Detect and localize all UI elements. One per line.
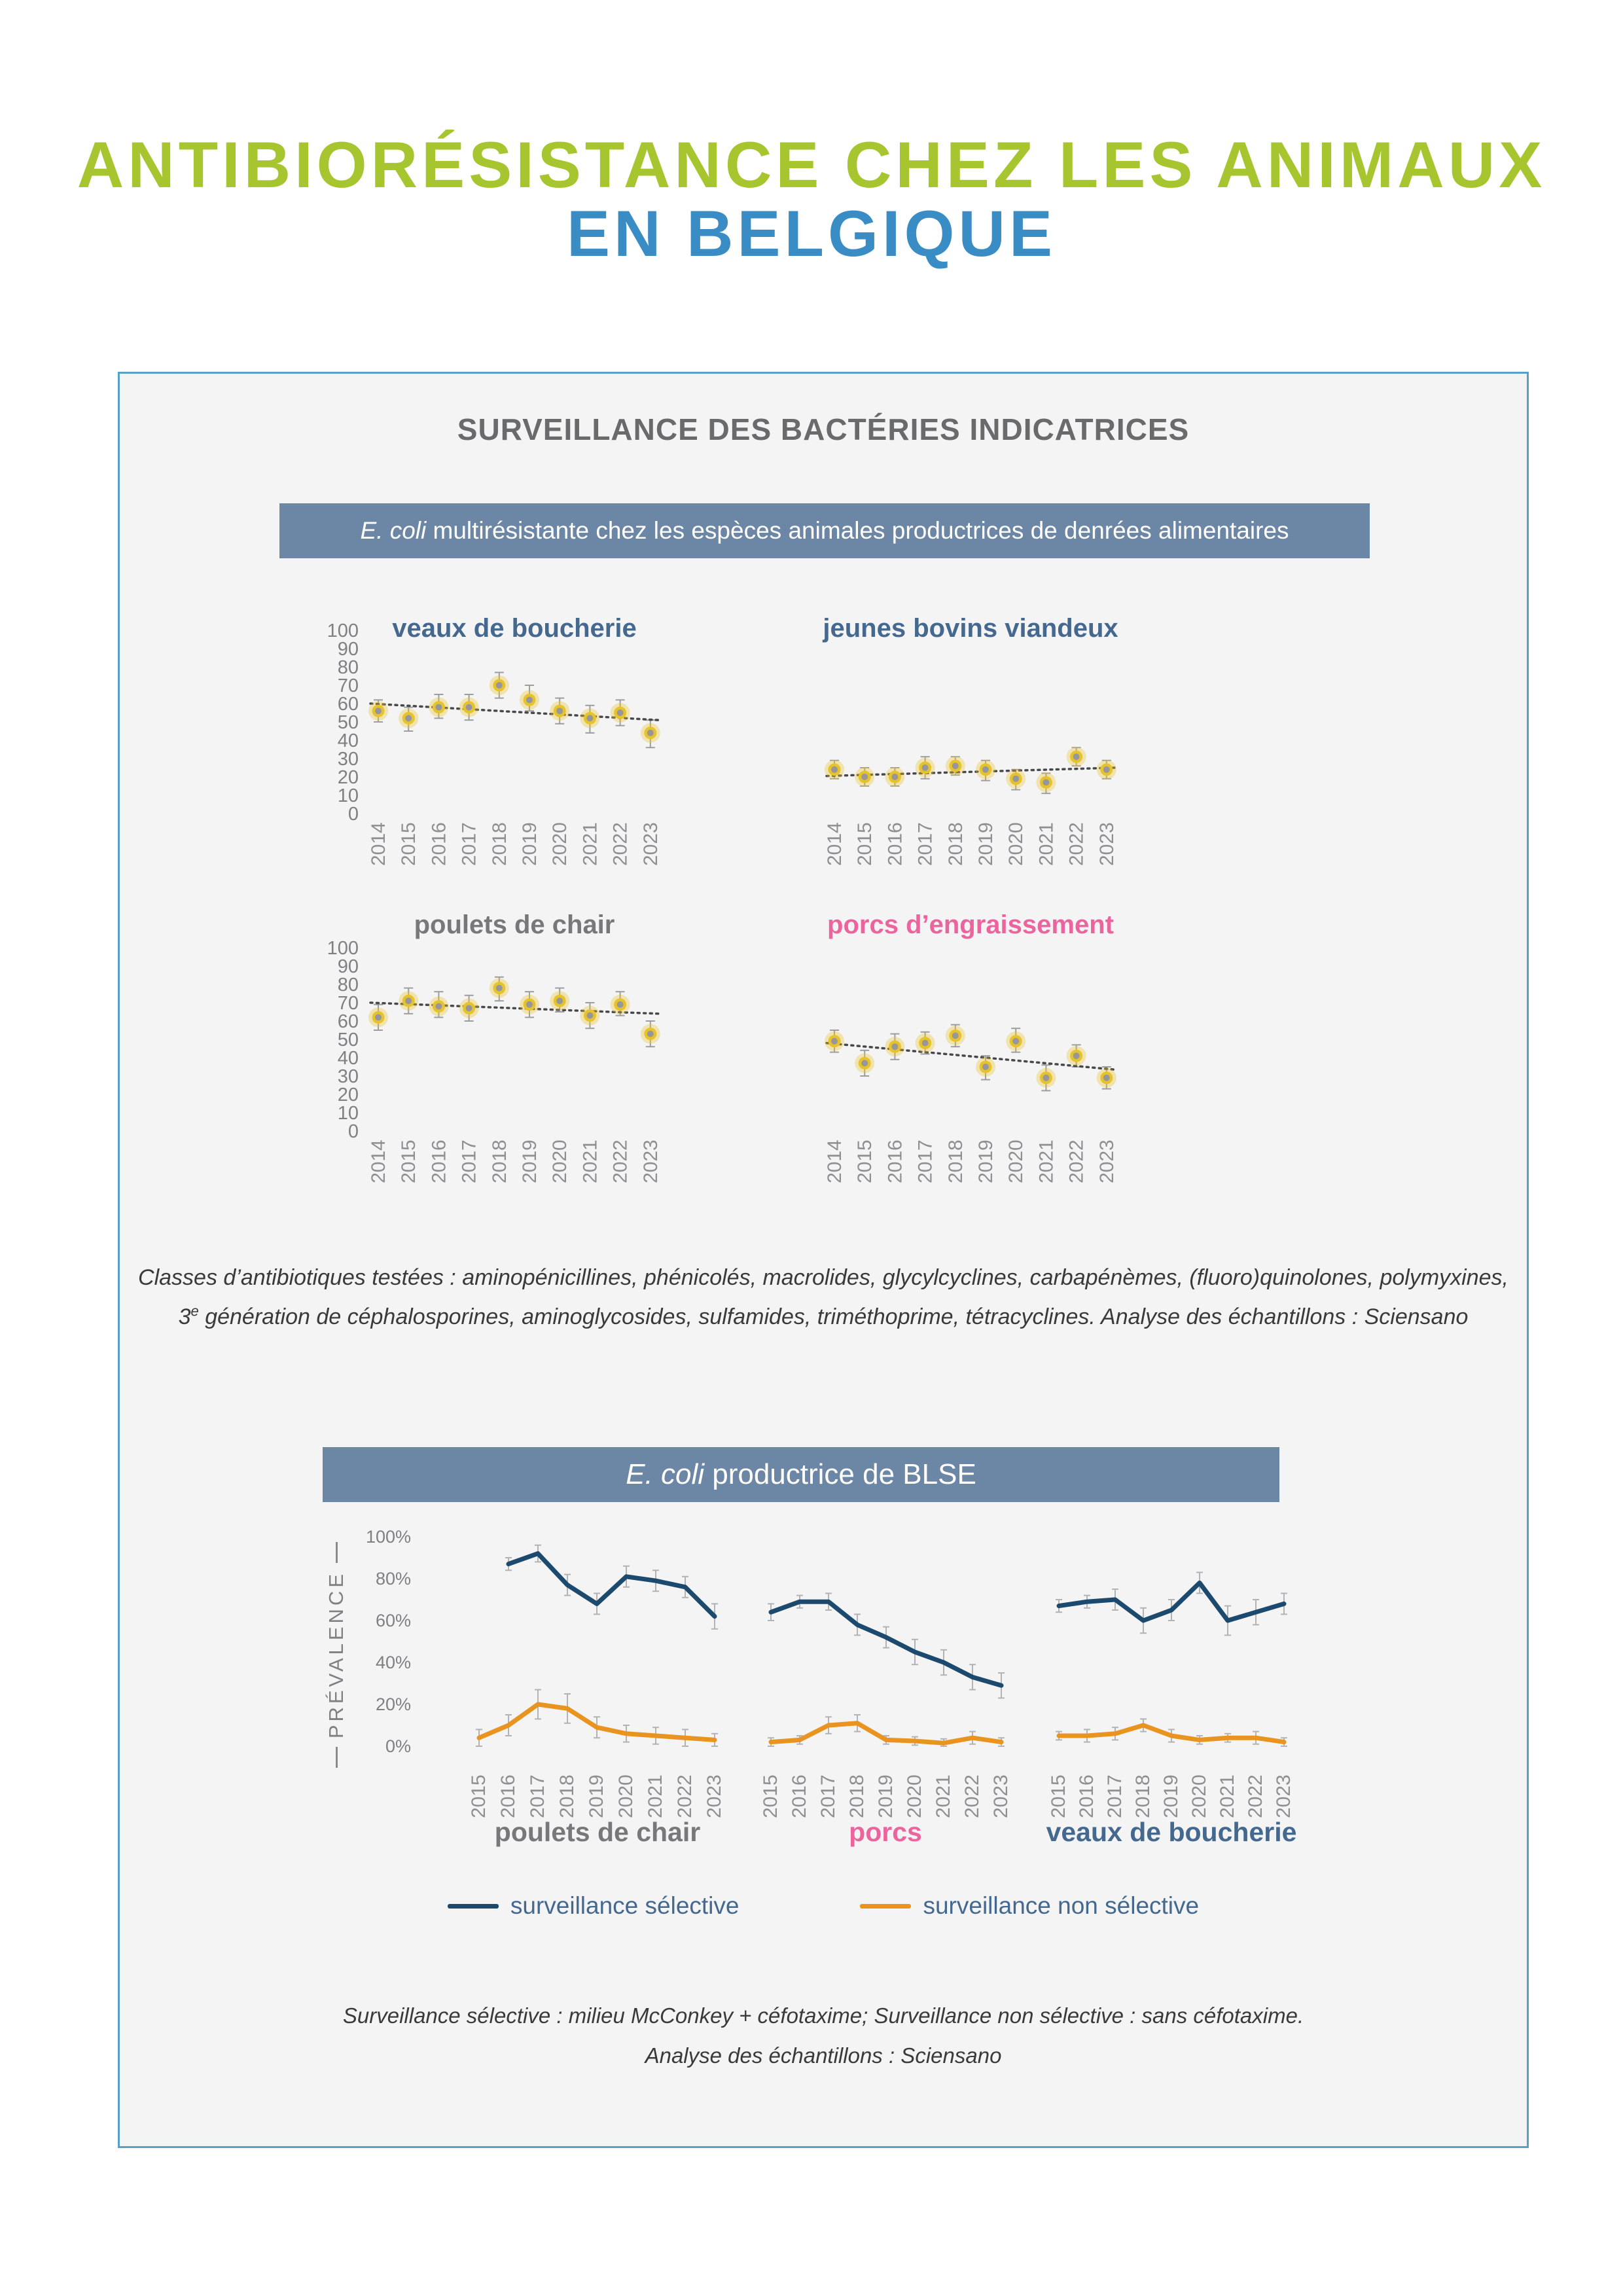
svg-text:2019: 2019 xyxy=(975,1139,997,1183)
antibiotic-classes-note xyxy=(120,1259,1527,1336)
svg-text:2017: 2017 xyxy=(527,1774,548,1818)
svg-text:2017: 2017 xyxy=(1104,1774,1126,1818)
svg-text:2021: 2021 xyxy=(1035,822,1058,866)
svg-text:50: 50 xyxy=(337,712,359,733)
svg-text:2014: 2014 xyxy=(824,822,846,866)
legend-item-selective xyxy=(448,1892,740,1920)
svg-text:2018: 2018 xyxy=(944,822,967,866)
svg-text:porcs d’engraissement: porcs d’engraissement xyxy=(827,912,1114,939)
svg-text:80: 80 xyxy=(337,975,359,996)
svg-text:2023: 2023 xyxy=(704,1774,725,1818)
svg-text:2023: 2023 xyxy=(639,822,662,866)
banner-ecoli-multiresistante xyxy=(279,503,1370,558)
svg-text:70: 70 xyxy=(337,675,359,696)
svg-text:2014: 2014 xyxy=(368,822,389,866)
svg-text:20: 20 xyxy=(337,767,359,788)
legend-item-non-selective xyxy=(860,1892,1199,1920)
svg-text:2015: 2015 xyxy=(854,822,876,866)
scatter-chart-porcs-engraissement xyxy=(749,912,1142,1213)
svg-text:70: 70 xyxy=(337,993,359,1014)
svg-text:2019: 2019 xyxy=(586,1774,607,1818)
page-title xyxy=(0,128,1623,270)
svg-text:2021: 2021 xyxy=(1035,1139,1058,1183)
scatter-chart-veaux-de-boucherie xyxy=(293,594,686,895)
svg-text:2020: 2020 xyxy=(1188,1774,1210,1818)
scatter-chart-jeunes-bovins-viandeux xyxy=(749,594,1142,895)
banner1-species: E. coli xyxy=(360,517,427,544)
svg-text:100%: 100% xyxy=(365,1527,411,1547)
svg-text:30: 30 xyxy=(337,749,359,770)
svg-text:2014: 2014 xyxy=(824,1139,846,1183)
svg-text:100: 100 xyxy=(327,938,359,959)
legend xyxy=(120,1892,1527,1920)
svg-text:2020: 2020 xyxy=(615,1774,637,1818)
banner1-text: multirésistante chez les espèces animales productrices de denrées alimentaires xyxy=(426,517,1289,544)
svg-text:100: 100 xyxy=(327,620,359,641)
svg-text:2018: 2018 xyxy=(488,1139,510,1183)
svg-text:60: 60 xyxy=(337,1011,359,1032)
svg-text:30: 30 xyxy=(337,1066,359,1087)
scatter-chart-poulets-de-chair xyxy=(293,912,686,1213)
svg-text:0%: 0% xyxy=(385,1736,411,1756)
svg-text:2021: 2021 xyxy=(645,1774,666,1818)
svg-text:jeunes bovins viandeux: jeunes bovins viandeux xyxy=(823,614,1118,643)
svg-text:10: 10 xyxy=(337,785,359,806)
svg-text:2018: 2018 xyxy=(944,1139,967,1183)
svg-text:2016: 2016 xyxy=(497,1774,519,1818)
svg-text:2017: 2017 xyxy=(458,1139,480,1183)
svg-text:2019: 2019 xyxy=(1160,1774,1182,1818)
svg-text:2019: 2019 xyxy=(875,1774,897,1818)
svg-text:2023: 2023 xyxy=(639,1139,662,1183)
svg-text:2018: 2018 xyxy=(1132,1774,1154,1818)
svg-text:40: 40 xyxy=(337,730,359,751)
svg-text:2022: 2022 xyxy=(961,1774,983,1818)
svg-text:10: 10 xyxy=(337,1103,359,1124)
svg-text:2015: 2015 xyxy=(854,1139,876,1183)
page-title-line1: ANTIBIORÉSISTANCE CHEZ LES ANIMAUX xyxy=(77,128,1546,201)
method-note xyxy=(120,1996,1527,2075)
banner2-species: E. coli xyxy=(626,1458,705,1490)
blse-label-veaux: veaux de boucherie xyxy=(1046,1817,1297,1847)
svg-text:2022: 2022 xyxy=(609,1139,632,1183)
svg-text:2020: 2020 xyxy=(1005,822,1027,866)
svg-text:2015: 2015 xyxy=(398,1139,420,1183)
blse-label-poulets: poulets de chair xyxy=(494,1817,701,1847)
svg-text:2017: 2017 xyxy=(817,1774,839,1818)
svg-text:40: 40 xyxy=(337,1048,359,1069)
svg-text:2016: 2016 xyxy=(428,1139,450,1183)
svg-text:2016: 2016 xyxy=(789,1774,810,1818)
blse-line-charts xyxy=(283,1507,1363,1835)
selective-line-swatch xyxy=(448,1904,499,1909)
svg-text:50: 50 xyxy=(337,1030,359,1050)
svg-text:2022: 2022 xyxy=(609,822,632,866)
svg-text:2015: 2015 xyxy=(468,1774,490,1818)
svg-text:90: 90 xyxy=(337,956,359,977)
svg-text:veaux de boucherie: veaux de boucherie xyxy=(392,614,637,643)
svg-text:2021: 2021 xyxy=(579,822,601,866)
svg-text:40%: 40% xyxy=(375,1653,411,1672)
svg-text:2021: 2021 xyxy=(579,1139,601,1183)
svg-text:2022: 2022 xyxy=(674,1774,696,1818)
svg-text:2022: 2022 xyxy=(1065,1139,1088,1183)
svg-text:0: 0 xyxy=(348,804,359,825)
classes-note-line1: Classes d’antibiotiques testées : aminopénicillines, phénicolés, macrolides, glycylcyclines, carbapénèmes, (fluoro)quinolones, polymyxines, xyxy=(138,1265,1508,1290)
svg-text:2022: 2022 xyxy=(1065,822,1088,866)
svg-text:20: 20 xyxy=(337,1085,359,1105)
method-note-line1: Surveillance sélective : milieu McConkey + céfotaxime; Surveillance non sélective : sans céfotaxime. xyxy=(342,2003,1304,2028)
svg-text:60%: 60% xyxy=(375,1611,411,1630)
svg-text:2019: 2019 xyxy=(519,822,541,866)
svg-text:2020: 2020 xyxy=(1005,1139,1027,1183)
svg-text:2017: 2017 xyxy=(458,822,480,866)
svg-text:2015: 2015 xyxy=(398,822,420,866)
svg-text:2021: 2021 xyxy=(1217,1774,1238,1818)
banner2-text: productrice de BLSE xyxy=(704,1458,976,1490)
svg-text:2023: 2023 xyxy=(1096,822,1118,866)
blse-label-porcs: porcs xyxy=(849,1817,922,1847)
svg-text:20%: 20% xyxy=(375,1695,411,1714)
prevalence-text: PRÉVALENCE xyxy=(325,1571,348,1739)
svg-text:2018: 2018 xyxy=(488,822,510,866)
svg-text:2020: 2020 xyxy=(904,1774,925,1818)
surveillance-card xyxy=(118,372,1529,2148)
svg-text:90: 90 xyxy=(337,639,359,660)
page-title-line2: EN BELGIQUE xyxy=(566,196,1057,270)
svg-text:2016: 2016 xyxy=(884,1139,906,1183)
svg-text:2018: 2018 xyxy=(846,1774,868,1818)
svg-text:2018: 2018 xyxy=(556,1774,578,1818)
svg-text:2016: 2016 xyxy=(1076,1774,1097,1818)
banner-ecoli-blse xyxy=(323,1447,1279,1502)
svg-text:2016: 2016 xyxy=(428,822,450,866)
svg-text:2022: 2022 xyxy=(1245,1774,1266,1818)
svg-text:2014: 2014 xyxy=(368,1139,389,1183)
svg-text:80%: 80% xyxy=(375,1569,411,1588)
svg-text:poulets de chair: poulets de chair xyxy=(414,912,615,939)
legend-non-selective-label: surveillance non sélective xyxy=(923,1892,1200,1919)
svg-text:2021: 2021 xyxy=(933,1774,954,1818)
method-note-line2: Analyse des échantillons : Sciensano xyxy=(645,2043,1002,2068)
svg-text:2023: 2023 xyxy=(1273,1774,1294,1818)
svg-text:2020: 2020 xyxy=(549,822,571,866)
svg-text:2017: 2017 xyxy=(914,822,936,866)
svg-text:2016: 2016 xyxy=(884,822,906,866)
section-heading: SURVEILLANCE DES BACTÉRIES INDICATRICES xyxy=(457,412,1190,446)
svg-text:60: 60 xyxy=(337,694,359,715)
classes-note-line2: 3e génération de céphalosporines, aminoglycosides, sulfamides, triméthoprime, tétracyclines. Analyse des échantillons : Sciensano xyxy=(178,1302,1469,1329)
svg-text:2023: 2023 xyxy=(1096,1139,1118,1183)
svg-text:2019: 2019 xyxy=(519,1139,541,1183)
svg-text:2023: 2023 xyxy=(990,1774,1012,1818)
svg-text:2019: 2019 xyxy=(975,822,997,866)
svg-text:2017: 2017 xyxy=(914,1139,936,1183)
svg-text:0: 0 xyxy=(348,1121,359,1142)
svg-text:2015: 2015 xyxy=(1048,1774,1069,1818)
svg-text:2020: 2020 xyxy=(549,1139,571,1183)
non-selective-line-swatch xyxy=(860,1904,911,1909)
legend-selective-label: surveillance sélective xyxy=(510,1892,740,1919)
svg-text:80: 80 xyxy=(337,657,359,678)
svg-text:2015: 2015 xyxy=(760,1774,781,1818)
